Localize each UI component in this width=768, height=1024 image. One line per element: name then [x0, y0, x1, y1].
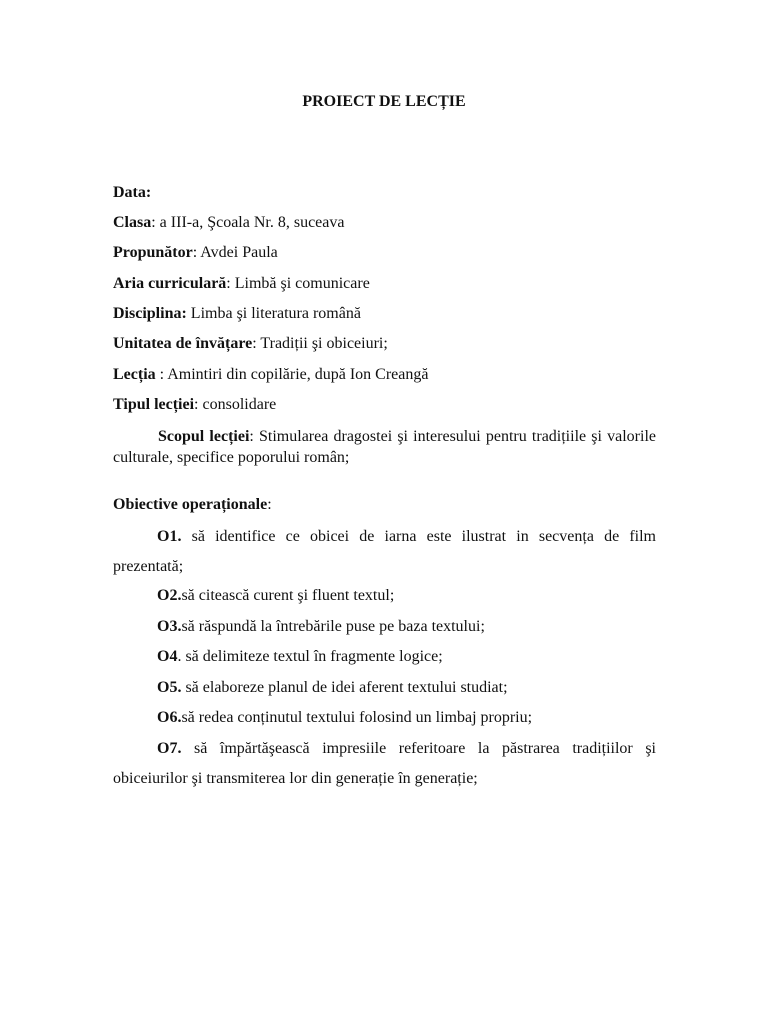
field-propunator-value: : Avdei Paula: [192, 244, 278, 261]
field-propunator-label: Propunător: [113, 244, 193, 261]
objective-code: O4: [157, 648, 178, 665]
objective-code: O1.: [157, 528, 182, 545]
objective-item-1: [113, 522, 656, 582]
field-unitatea: [113, 335, 658, 353]
objectives-heading: [113, 496, 658, 514]
field-clasa: [113, 214, 658, 232]
field-disciplina-label: Disciplina:: [113, 305, 187, 322]
objective-text: să identifice ce obicei de iarna este ilustrat in secvența de film prezentată;: [113, 528, 656, 575]
objectives-heading-colon: :: [267, 496, 272, 513]
field-scopul: [113, 426, 656, 468]
field-data-label: Data:: [113, 184, 152, 201]
field-propunator: [113, 244, 658, 262]
field-tipul-label: Tipul lecției: [113, 396, 195, 413]
objective-item-5: [157, 679, 508, 697]
objective-item-7: [113, 734, 656, 794]
field-clasa-value: : a III-a, Şcoala Nr. 8, suceava: [151, 214, 345, 231]
field-lectia: [113, 366, 658, 384]
objective-item-2: [157, 587, 394, 605]
field-aria-value: : Limbă şi comunicare: [226, 275, 370, 292]
objective-item-6: [157, 709, 532, 727]
objective-code: O5.: [157, 679, 182, 696]
field-scopul-value: : Stimularea dragostei şi interesului pentru tradițiile şi valorile culturale, specifice poporului român;: [113, 428, 656, 466]
objective-text: să răspundă la întrebările puse pe baza textului;: [181, 618, 485, 635]
objective-text: . să delimiteze textul în fragmente logice;: [177, 648, 443, 665]
objective-item-3: [157, 618, 485, 636]
field-tipul-value: : consolidare: [194, 396, 277, 413]
objective-text: să redea conținutul textului folosind un limbaj propriu;: [181, 709, 533, 726]
field-tipul: [113, 396, 658, 414]
field-disciplina-value: Limba şi literatura română: [186, 305, 361, 322]
field-unitatea-value: : Tradiții şi obiceiuri;: [252, 335, 388, 352]
field-aria-label: Aria curriculară: [113, 275, 227, 292]
objective-item-4: [157, 648, 443, 666]
field-lectia-value: : Amintiri din copilărie, după Ion Creangă: [155, 366, 429, 383]
field-scopul-label: Scopul lecției: [158, 428, 250, 445]
field-unitatea-label: Unitatea de învățare: [113, 335, 253, 352]
field-clasa-label: Clasa: [113, 214, 152, 231]
objective-code: O7.: [157, 740, 182, 757]
field-aria: [113, 275, 658, 293]
field-disciplina: [113, 305, 658, 323]
objective-text: să citească curent şi fluent textul;: [181, 587, 395, 604]
objective-code: O3.: [157, 618, 182, 635]
objective-code: O6.: [157, 709, 182, 726]
objective-text: să împărtăşească impresiile referitoare la păstrarea tradițiilor şi obiceiurilor şi transmiterea lor din generație în generație;: [113, 740, 656, 787]
field-data: [113, 184, 658, 202]
objective-text: să elaboreze planul de idei aferent textului studiat;: [181, 679, 508, 696]
objectives-heading-label: Obiective operaționale: [113, 496, 268, 513]
field-lectia-label: Lecția: [113, 366, 156, 383]
objective-code: O2.: [157, 587, 182, 604]
document-title: PROIECT DE LECȚIE: [302, 93, 466, 110]
